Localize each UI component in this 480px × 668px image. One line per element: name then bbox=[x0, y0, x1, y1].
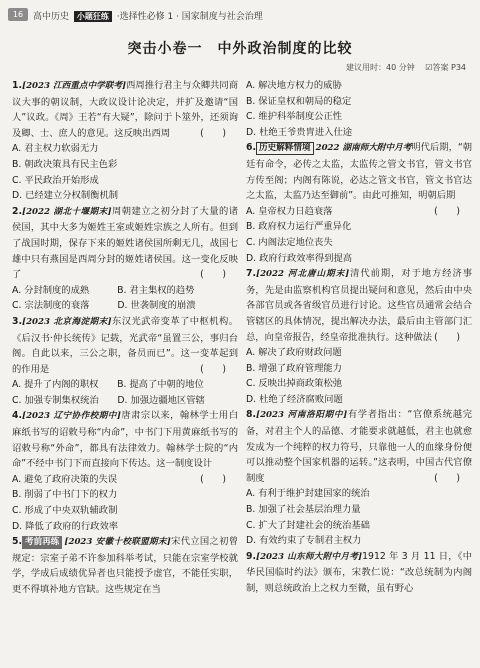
question-tag: 考前再练 bbox=[22, 536, 62, 549]
question-stem bbox=[12, 534, 238, 597]
answer-bracket[interactable]: ( ) bbox=[434, 205, 460, 217]
answer-option[interactable]: B. 增强了政府管理能力 bbox=[246, 362, 342, 374]
question-number: 9. bbox=[246, 550, 257, 562]
question-number: 6. bbox=[246, 142, 257, 154]
answer-option[interactable]: B. 政府权力运行严重异化 bbox=[246, 221, 352, 233]
question-block bbox=[12, 408, 238, 534]
question-block bbox=[12, 314, 238, 409]
answer-option[interactable]: D. 有效约束了专制君主权力 bbox=[246, 535, 362, 547]
question-stem bbox=[246, 549, 472, 597]
question-stem bbox=[12, 314, 238, 377]
question-block bbox=[246, 407, 472, 548]
answer-option[interactable]: C. 扩大了封建社会的统治基础 bbox=[246, 519, 370, 531]
question-source: [2023 江西重点中学联考] bbox=[22, 81, 127, 91]
right-column bbox=[246, 78, 472, 597]
answer-option[interactable]: B. 削弱了中书门下的权力 bbox=[12, 489, 118, 501]
question-source: [2023 安徽十校联盟期末] bbox=[64, 537, 171, 548]
question-text: 宋代立国之初曾规定：宗室子弟不许参加科举考试，只能在宗室学校就学，学成后成绩优异者也只能授予虚官，不能任实职，更不得填补地方官缺。这些规定在当 bbox=[12, 536, 238, 595]
question-number: 2. bbox=[12, 205, 23, 217]
question-source: [2023 河南洛阳期中] bbox=[256, 410, 348, 421]
page-header bbox=[0, 0, 480, 26]
answer-option[interactable]: D. 已经建立分权制衡机制 bbox=[12, 190, 119, 202]
question-source: [2022 河北唐山期末] bbox=[256, 269, 350, 280]
answer-option[interactable]: D. 杜绝王爷贵胄进入仕途 bbox=[246, 126, 353, 138]
question-text: 唐肃宗以来，翰林学士用白麻纸书写的诏敕号称“内命”，中书门下用黄麻纸书写的诏敕号称“外命”，都具有法律效力。翰林学士院的“内命”不经中书门下而直接向下传达。这一制度设计 bbox=[12, 410, 238, 470]
answer-option[interactable]: A. 解决地方权力的威胁 bbox=[246, 80, 342, 91]
answer-option[interactable]: A. 君主权力软弱无力 bbox=[12, 143, 99, 155]
question-source: [2022 湖北十堰期末] bbox=[22, 206, 112, 217]
question-text: 清代前期，对于地方经济事务，先是由监察机构官员提出疑问和意见，然后由中央各部官员或各省级官员进行讨论。这些官员通常会结合管辖区的具体情况，提出解决办法，最后由主管部门汇总，向皇帝报告，经皇帝批准执行。这种做法 bbox=[246, 268, 472, 343]
book-label: ·选择性必修 1 · 国家制度与社会治理 bbox=[116, 12, 263, 22]
answer-option[interactable]: D. 杜绝了经济腐败问题 bbox=[246, 393, 343, 405]
answer-option[interactable]: C. 内阁法定地位丧失 bbox=[246, 236, 333, 248]
answer-option[interactable]: C. 平民政治开始形成 bbox=[12, 174, 99, 186]
answer-option[interactable]: B. 保证皇权和朝局的稳定 bbox=[246, 95, 352, 107]
answer-option[interactable]: C. 宗法制度的衰落 D. 世袭制度的崩溃 bbox=[12, 300, 196, 312]
brand-logo: 小题狂练 bbox=[74, 11, 112, 22]
question-block bbox=[246, 549, 472, 597]
answer-option[interactable]: B. 朝政决策具有民主色彩 bbox=[12, 158, 118, 170]
answer-ref: ☑答案 P34 bbox=[425, 63, 466, 72]
question-block bbox=[246, 78, 472, 140]
question-source: [2023 北京海淀期末] bbox=[22, 316, 112, 327]
question-block bbox=[12, 78, 238, 204]
subject-label: 高中历史 bbox=[33, 12, 70, 22]
question-number: 8. bbox=[246, 409, 257, 421]
question-number: 5. bbox=[12, 536, 23, 548]
question-text: 西周推行君主与众卿共同商议大事的朝议制，大政议设计论决定，并扩及邀请“国人”议政。《周》王若“有大疑”，除问于卜筮外，还须询及卿、士、庶人的意见。这反映出西周 bbox=[12, 80, 238, 139]
answer-option[interactable]: A. 皇帝权力日趋衰落 bbox=[246, 205, 333, 217]
question-source: [2023 辽宁协作校期中] bbox=[22, 411, 121, 422]
answer-bracket[interactable]: ( ) bbox=[200, 127, 226, 139]
answer-option[interactable]: A. 提升了内阁的职权 B. 提高了中朝的地位 bbox=[12, 379, 204, 391]
question-number: 3. bbox=[12, 315, 23, 327]
book-series bbox=[33, 9, 263, 22]
left-column bbox=[12, 78, 238, 598]
question-block bbox=[12, 534, 238, 597]
answer-option[interactable]: D. 政府行政效率得到提高 bbox=[246, 252, 353, 264]
question-text: 东汉光武帝变革了中枢机构。《后汉书·仲长统传》记载，光武帝“虽置三公，事归台阁。自此以来，三公之职，备员而已”。这一变革起到的作用是 bbox=[12, 315, 238, 375]
answer-bracket[interactable]: ( ) bbox=[200, 269, 226, 281]
answer-option[interactable]: A. 分封制度的成熟 B. 君主集权的趋势 bbox=[12, 284, 195, 296]
answer-bracket[interactable]: ( ) bbox=[434, 331, 460, 343]
answer-option[interactable]: A. 解决了政府财政问题 bbox=[246, 347, 342, 359]
answer-option[interactable]: C. 加强专制集权统治 D. 加强边疆地区管辖 bbox=[12, 394, 205, 406]
question-text: 有学者指出：“官僚系统越完备，对君主个人的品德、才能要求就越低，君主也就愈发成为一个纯粹的权力符号，只靠他一人的血缘身份便可以推动整个国家机器的运转。”这表明，中国古代官僚制度 bbox=[246, 409, 472, 484]
question-source: 2022 湖南师大附中月考 bbox=[315, 143, 412, 154]
answer-option[interactable]: A. 避免了政府决策的失误 bbox=[12, 473, 118, 485]
question-stem bbox=[12, 78, 238, 141]
answer-option[interactable]: C. 维护科举制度公正性 bbox=[246, 111, 343, 123]
answer-bracket[interactable]: ( ) bbox=[434, 472, 460, 484]
question-text: 1912 年 3 月 11 日，《中华民国临时约法》颁布，宋教仁说：“改总统制为内阁制，则总统政治上之权力至微，虽有野心 bbox=[246, 550, 473, 594]
question-number: 4. bbox=[12, 410, 23, 422]
question-block bbox=[246, 140, 472, 266]
answer-option[interactable]: A. 有利于维护封建国家的统治 bbox=[246, 488, 370, 500]
question-stem bbox=[12, 204, 238, 283]
question-stem bbox=[246, 407, 472, 486]
answer-option[interactable]: C. 形成了中央双轨辅政制 bbox=[12, 505, 118, 517]
question-text: 周朝建立之初分封了大量的诸侯国，其中大多为姬姓王室或姬姓宗族之人所有。但到了战国时期，保存下来的姬姓诸侯国所剩无几，战国七雄中只有燕国是西周分封的姬姓诸侯国。这一变化反映了 bbox=[12, 205, 238, 281]
question-tag: 历史解释情境 bbox=[256, 142, 314, 155]
question-source: [2023 山东师大附中月考] bbox=[256, 551, 363, 562]
answer-option[interactable]: B. 加强了社会基层治理力量 bbox=[246, 504, 361, 516]
answer-option[interactable]: D. 降低了政府的行政效率 bbox=[12, 520, 119, 532]
question-stem bbox=[246, 266, 472, 345]
answer-bracket[interactable]: ( ) bbox=[200, 363, 226, 375]
page-title: 突击小卷一 中外政治制度的比较 bbox=[127, 41, 353, 57]
answer-bracket[interactable]: ( ) bbox=[200, 473, 226, 485]
question-block bbox=[246, 266, 472, 407]
time-label: 建议用时：40 分钟 bbox=[346, 63, 415, 72]
meta-line bbox=[346, 62, 466, 73]
question-text: 明代后期，“朝廷有命令，必传之太监，太监传之管文书官，管文书官方传至阁；内阁有陈说，必达之管文书官，管文书官达之太监，太监乃达至御前”。由此可推知，明朝后期 bbox=[246, 142, 472, 202]
question-number: 1. bbox=[12, 80, 23, 91]
question-number: 7. bbox=[246, 268, 257, 280]
page-number: 16 bbox=[8, 8, 28, 21]
answer-option[interactable]: C. 反映出掉商政策松弛 bbox=[246, 378, 343, 390]
question-block bbox=[12, 204, 238, 314]
